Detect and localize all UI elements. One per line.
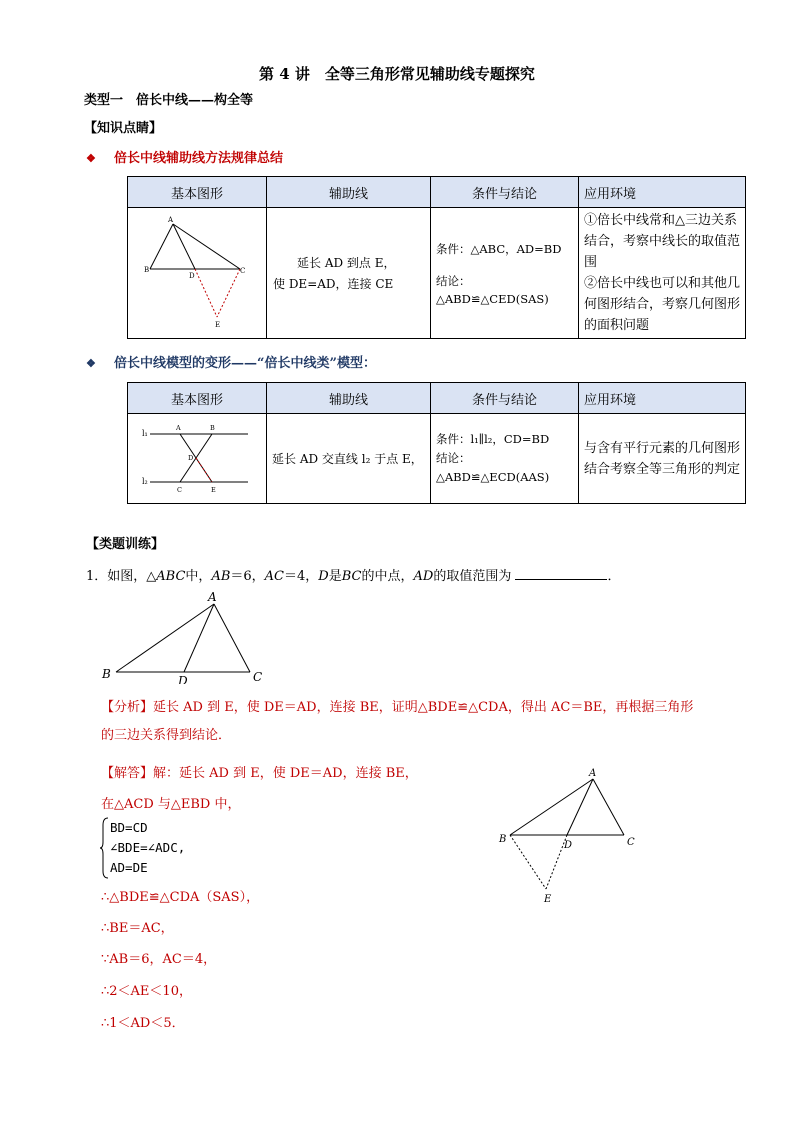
table1-figure-cell <box>128 208 267 339</box>
q-text: 如图，△ <box>107 569 157 584</box>
concl-label: 结论： <box>436 451 471 465</box>
table1-cond-cell <box>431 208 579 339</box>
fig-label-c: C <box>627 837 635 848</box>
brace-item-1: BD=CD <box>110 820 148 835</box>
q-var: AB <box>211 569 231 584</box>
table2-figure-cell <box>128 414 267 504</box>
section2-heading <box>86 352 376 371</box>
table1-aux-cell <box>267 208 431 339</box>
median-extension-figure <box>128 210 267 334</box>
fig-label-c: C <box>177 486 182 494</box>
q-text: 的中点， <box>361 569 414 584</box>
fig-label-d: D <box>564 840 573 851</box>
cond-text: 条件：△ABC，AD=BD <box>436 241 562 256</box>
section1-heading-text: 倍长中线辅助线方法规律总结 <box>114 151 284 166</box>
solution-in-triangles: 在△ACD 与△EBD 中， <box>101 797 241 812</box>
aux-line-1: 延长 AD 到点 E， <box>297 256 396 270</box>
brace-item-3: AD=DE <box>110 860 148 875</box>
table1-header-aux: 辅助线 <box>267 177 431 208</box>
brace-icon <box>100 817 110 879</box>
question-figure <box>96 588 276 684</box>
fig-label-a: A <box>589 768 597 779</box>
cond-text: 条件：l₁∥l₂，CD=BD <box>436 432 550 446</box>
fig-label-b: B <box>499 834 507 845</box>
knowledge-heading: 【知识点睛】 <box>84 121 163 136</box>
concl-text: △ABD≌△ECD(AAS) <box>436 470 550 484</box>
env-text: 与含有平行元素的几何图形结合考察全等三角形的判定 <box>584 440 741 477</box>
answer-blank <box>515 567 607 580</box>
q-var: BC <box>341 569 362 584</box>
brace-item-2: ∠BDE=∠ADC, <box>110 840 186 855</box>
table2-header-env: 应用环境 <box>579 383 746 414</box>
aux-line-2: 使 DE=AD，连接 CE <box>273 277 394 291</box>
q-text: ． <box>607 569 621 584</box>
table2-header-cond: 条件与结论 <box>431 383 579 414</box>
q-var: ABC <box>156 569 186 584</box>
fig-label-a: A <box>176 424 181 432</box>
q-text: ＝4， <box>284 569 319 584</box>
fig-label-d: D <box>178 674 188 684</box>
solution-step-2: ∴BE＝AC， <box>101 921 174 936</box>
analysis-line-1: 延长 AD 到 E，使 DE＝AD，连接 BE，证明△BDE≌△CDA，得出 AC＝BE，再根据三角形 <box>153 700 694 715</box>
solution-intro <box>101 762 418 781</box>
q-var: D <box>318 569 329 584</box>
q-text: 是 <box>328 569 342 584</box>
question-number: 1． <box>86 569 108 584</box>
fig-label-c: C <box>253 670 263 684</box>
table2-header-figure: 基本图形 <box>128 383 267 414</box>
fig-label-l1: l₁ <box>142 429 148 438</box>
method-table <box>127 176 746 339</box>
fig-label-e: E <box>215 320 221 329</box>
diamond-bullet-icon: ❖ <box>86 357 96 370</box>
fig-label-d: D <box>188 454 194 462</box>
fig-label-a: A <box>168 215 174 224</box>
table1-header-env: 应用环境 <box>579 177 746 208</box>
parallel-lines-figure <box>128 414 267 500</box>
analysis-line-2: 的三边关系得到结论． <box>101 728 232 743</box>
q-var: AD <box>413 569 434 584</box>
fig-label-d: D <box>189 271 195 280</box>
fig-label-a: A <box>208 590 217 604</box>
solution-step-1: ∴△BDE≌△CDA（SAS）， <box>101 890 260 905</box>
table1-header-figure: 基本图形 <box>128 177 267 208</box>
table2-cond-cell <box>431 414 579 504</box>
fig-label-e: E <box>211 486 216 494</box>
fig-label-e: E <box>544 894 552 905</box>
solution-step-4: ∴2＜AE＜10， <box>101 984 192 999</box>
table2-header-aux: 辅助线 <box>267 383 431 414</box>
env-item-1: ①倍长中线常和△三边关系结合，考察中线长的取值范围 <box>584 213 741 270</box>
concl-text: △ABD≌△CED(SAS) <box>436 291 549 306</box>
question-1 <box>86 565 621 584</box>
table1-header-cond: 条件与结论 <box>431 177 579 208</box>
env-item-2: ②倍长中线也可以和其他几何图形结合，考察几何图形的面积问题 <box>584 276 741 333</box>
table2-env-cell <box>579 414 746 504</box>
solution-step-3: ∵AB＝6，AC＝4， <box>101 952 217 967</box>
q-text: 中， <box>185 569 212 584</box>
fig-label-c: C <box>240 266 246 275</box>
q-text: ＝6， <box>230 569 265 584</box>
table2-aux-cell <box>267 414 431 504</box>
q-text: 的取值范围为 <box>433 569 512 584</box>
section1-heading <box>86 147 283 166</box>
fig-label-b: B <box>144 265 150 274</box>
solution-intro-text: 解：延长 AD 到 E，使 DE＝AD，连接 BE， <box>153 766 418 781</box>
fig-label-b: B <box>210 424 215 432</box>
fig-label-l2: l₂ <box>142 477 148 486</box>
section-subtitle: 类型一 倍长中线——构全等 <box>84 93 254 108</box>
training-heading: 【类题训练】 <box>86 537 165 552</box>
solution-step-5: ∴1＜AD＜5． <box>101 1016 185 1031</box>
analysis-tag: 【分析】 <box>101 700 154 715</box>
section2-heading-text: 倍长中线模型的变形——“倍长中线类”模型： <box>114 356 376 371</box>
analysis-block <box>101 694 721 750</box>
q-var: AC <box>264 569 285 584</box>
brace-conditions <box>110 818 185 878</box>
diamond-bullet-icon: ❖ <box>86 152 96 165</box>
concl-label: 结论： <box>436 273 471 288</box>
page-title: 第 4 讲 全等三角形常见辅助线专题探究 <box>259 65 535 83</box>
solution-tag: 【解答】 <box>101 766 154 781</box>
table1-env-cell <box>579 208 746 339</box>
variant-table <box>127 382 746 504</box>
aux-text: 延长 AD 交直线 l₂ 于点 E， <box>272 452 423 466</box>
fig-label-b: B <box>102 667 111 681</box>
solution-figure <box>494 765 644 910</box>
